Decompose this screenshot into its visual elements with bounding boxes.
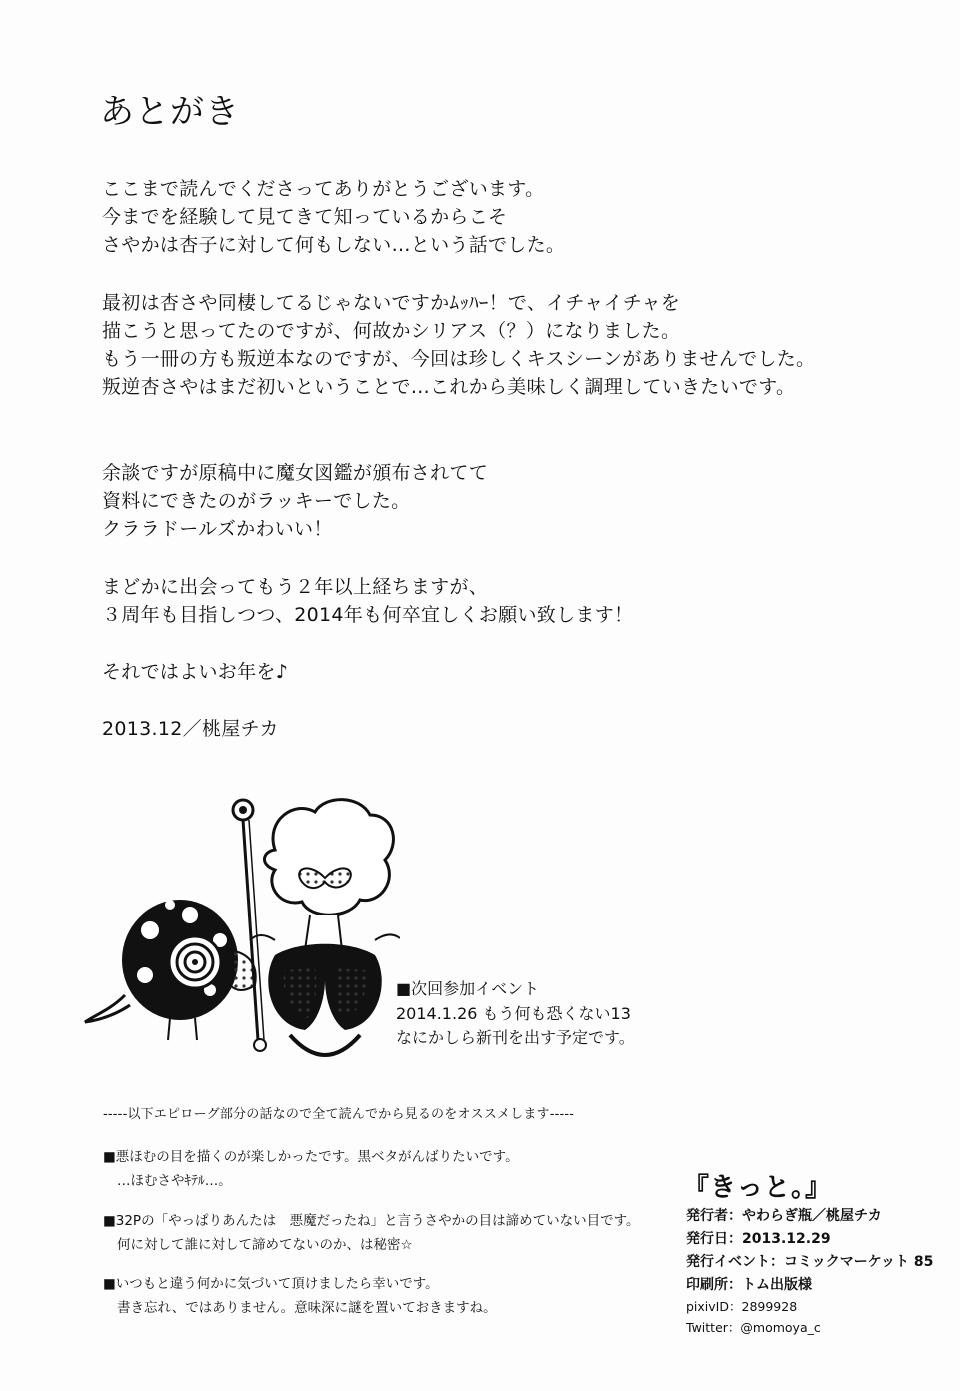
page-title: あとがき <box>100 92 240 132</box>
next-event-heading: ■次回参加イベント <box>396 979 540 998</box>
text-line: ３周年も目指しつつ、2014年も何卒宜しくお願い致します！ <box>102 604 634 626</box>
text-line: もう一冊の方も叛逆本なのですが、今回は珍しくキスシーンがありませんでした。 <box>102 348 816 370</box>
next-event-date: 2014.1.26 もう何も恐くない13 <box>396 1004 631 1023</box>
colophon-date: 発行日：2013.12.29 <box>686 1231 831 1247</box>
text-line: 描こうと思ってたのですが、何故かシリアス（？）になりました。 <box>102 320 681 342</box>
colophon-publisher: 発行者：やわらぎ瓶／桃屋チカ <box>686 1208 882 1224</box>
colophon-pixiv: pixivID：2899928 <box>686 1299 798 1314</box>
closing-line: それではよいお年を♪ <box>102 661 289 683</box>
colophon-twitter: Twitter：@momoya_c <box>686 1320 821 1335</box>
signature: 2013.12／桃屋チカ <box>102 718 279 740</box>
text-line: 今までを経験して見てきて知っているからこそ <box>102 206 508 228</box>
text-line: クララドールズかわいい！ <box>102 518 333 540</box>
text-line: 叛逆杏さやはまだ初いということで…これから美味しく調理していきたいです。 <box>102 376 796 398</box>
text-line: 余談ですが原稿中に魔女図鑑が頒布されてて <box>102 462 489 484</box>
colophon-printer: 印刷所：トム出版様 <box>686 1277 812 1293</box>
text-line: 資料にできたのがラッキーでした。 <box>102 490 411 512</box>
note-line: …ほむさやｷﾃﾙ…。 <box>117 1173 232 1189</box>
text-line: さやかは杏子に対して何もしない…という話でした。 <box>102 234 566 256</box>
epilogue-divider: -----以下エピローグ部分の話なので全て読んでから見るのをオススメします----- <box>103 1107 575 1122</box>
note-line: ■悪ほむの目を描くのが楽しかったです。黒ベタがんばりたいです。 <box>103 1149 519 1165</box>
book-title: 『きっと。』 <box>683 1173 833 1203</box>
note-line: ■いつもと違う何かに気づいて頂けましたら幸いです。 <box>103 1276 439 1292</box>
witch-illustration <box>80 790 400 1080</box>
next-event-note: なにかしら新刊を出す予定です。 <box>396 1028 635 1047</box>
colophon-event: 発行イベント：コミックマーケット 85 <box>686 1254 934 1270</box>
text-line: まどかに出会ってもう２年以上経ちますが、 <box>102 576 489 598</box>
text-line: 最初は杏さや同棲してるじゃないですかﾑｯﾊｰ！で、イチャイチャを <box>102 292 681 314</box>
note-line: 何に対して誰に対して諦めてないのか、は秘密☆ <box>117 1237 413 1253</box>
text-line: ここまで読んでくださってありがとうございます。 <box>102 178 545 200</box>
note-line: ■32Pの「やっぱりあんたは 悪魔だったね」と言うさやかの目は諦めていない目です。 <box>103 1213 640 1229</box>
note-line: 書き忘れ、ではありません。意味深に謎を置いておきますね。 <box>117 1300 497 1316</box>
